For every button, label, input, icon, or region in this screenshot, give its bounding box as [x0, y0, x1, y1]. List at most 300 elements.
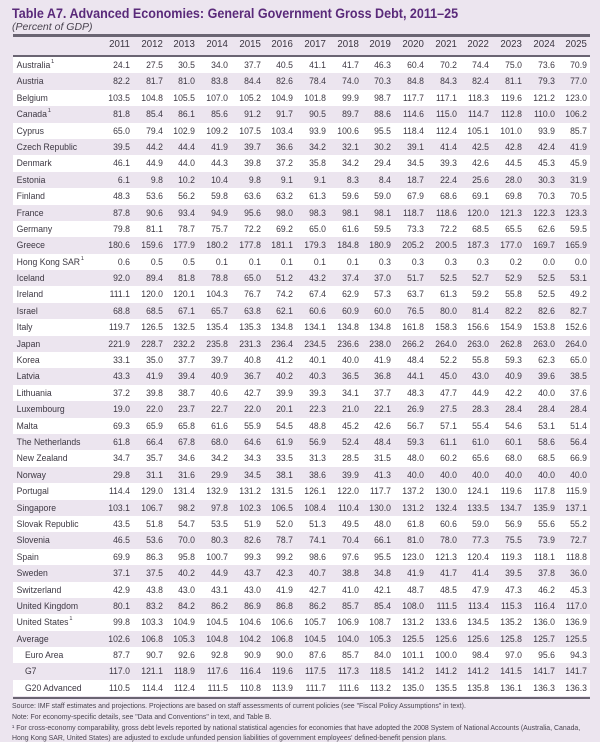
value-cell: 35.7 — [145, 452, 163, 464]
value-cell: 22.1 — [374, 403, 392, 415]
value-cell: 59.5 — [374, 222, 392, 234]
value-cell: 40.7 — [309, 567, 326, 579]
value-cell: 68.6 — [439, 190, 457, 202]
value-cell: 165.9 — [565, 239, 588, 251]
value-cell: 40.9 — [211, 370, 228, 382]
value-cell: 28.4 — [570, 403, 588, 415]
value-cell: 205.2 — [402, 239, 424, 251]
table-subtitle: (Percent of GDP) — [12, 21, 93, 33]
row-label — [13, 385, 93, 401]
value-cell: 93.9 — [309, 124, 326, 136]
value-cell: 81.0 — [407, 534, 424, 546]
value-cell: 94.3 — [570, 649, 588, 661]
economy-name: Iceland — [16, 272, 45, 284]
table-row — [13, 106, 590, 122]
value-cell: 61.6 — [211, 419, 228, 431]
value-cell: 111.1 — [109, 288, 130, 300]
economy-name: Canada — [16, 108, 47, 120]
column-header-2012: 2012 — [141, 38, 163, 50]
value-cell: 266.2 — [402, 337, 424, 349]
value-cell: 30.2 — [374, 140, 392, 152]
value-cell: 36.7 — [243, 370, 261, 382]
value-cell: 65.7 — [211, 304, 228, 316]
value-cell: 8.3 — [346, 173, 359, 185]
value-cell: 62.6 — [537, 222, 555, 234]
value-cell: 45.2 — [341, 419, 359, 431]
value-cell: 56.4 — [570, 435, 588, 447]
value-cell: 40.0 — [537, 386, 555, 398]
value-cell: 117.8 — [533, 485, 555, 497]
value-cell: 104.0 — [336, 632, 359, 644]
table-row — [13, 286, 590, 302]
value-cell: 41.7 — [341, 59, 359, 70]
value-cell: 34.2 — [309, 140, 326, 152]
value-cell: 82.2 — [504, 304, 522, 316]
table-row — [13, 303, 590, 319]
value-cell: 41.1 — [309, 59, 326, 70]
value-cell: 47.3 — [504, 583, 522, 595]
value-cell: 177.8 — [238, 239, 261, 251]
value-cell: 133.6 — [434, 616, 457, 628]
source-note: Source: IMF staff estimates and projections. Projections are based on staff assessments of current policies (see "Fiscal Policy Assumptions" in text). — [12, 701, 466, 710]
value-cell: 114.7 — [468, 108, 490, 120]
value-cell: 82.2 — [113, 75, 130, 87]
value-cell: 101.0 — [500, 124, 522, 136]
value-cell: 0.0 — [575, 255, 588, 267]
value-cell: 35.8 — [309, 157, 326, 169]
value-cell: 34.6 — [178, 452, 196, 464]
value-cell: 10.4 — [211, 173, 228, 185]
value-cell: 44.9 — [211, 567, 228, 579]
row-label — [13, 516, 93, 532]
value-cell: 97.8 — [211, 501, 228, 513]
value-cell: 56.2 — [178, 190, 196, 202]
value-cell: 65.9 — [145, 419, 163, 431]
value-cell: 62.3 — [537, 354, 555, 366]
table-row — [13, 663, 590, 679]
value-cell: 22.0 — [145, 403, 163, 415]
value-cell: 106.6 — [271, 616, 294, 628]
value-cell: 114.4 — [108, 485, 130, 497]
value-cell: 158.3 — [434, 321, 457, 333]
value-cell: 39.8 — [145, 386, 163, 398]
row-label — [13, 418, 93, 434]
row-label — [13, 467, 93, 483]
value-cell: 9.1 — [313, 173, 326, 185]
value-cell: 134.8 — [369, 321, 392, 333]
economy-name: Average — [16, 632, 49, 644]
value-cell: 42.5 — [472, 140, 490, 152]
value-cell: 53.6 — [145, 190, 163, 202]
value-cell: 118.6 — [435, 206, 457, 218]
value-cell: 52.0 — [276, 517, 294, 529]
value-cell: 44.2 — [145, 140, 163, 152]
value-cell: 264.0 — [565, 337, 588, 349]
value-cell: 52.5 — [439, 272, 457, 284]
value-cell: 102.3 — [238, 501, 261, 513]
value-cell: 39.9 — [276, 386, 294, 398]
value-cell: 44.1 — [407, 370, 424, 382]
value-cell: 117.7 — [370, 485, 392, 497]
value-cell: 90.5 — [309, 108, 326, 120]
value-cell: 72.2 — [439, 222, 457, 234]
economy-name: Korea — [16, 354, 40, 366]
value-cell: 65.0 — [113, 124, 130, 136]
value-cell: 68.0 — [504, 452, 522, 464]
value-cell: 51.3 — [309, 517, 326, 529]
value-cell: 236.4 — [271, 337, 294, 349]
value-cell: 70.3 — [374, 75, 392, 87]
value-cell: 43.2 — [309, 272, 326, 284]
value-cell: 49.5 — [341, 517, 359, 529]
value-cell: 93.9 — [537, 124, 555, 136]
value-cell: 65.8 — [178, 419, 196, 431]
value-cell: 59.3 — [504, 354, 522, 366]
value-cell: 70.0 — [178, 534, 196, 546]
value-cell: 60.6 — [439, 517, 457, 529]
value-cell: 75.7 — [211, 222, 228, 234]
value-cell: 81.1 — [145, 222, 163, 234]
value-cell: 80.0 — [439, 304, 457, 316]
economy-name: Austria — [16, 75, 44, 87]
value-cell: 36.6 — [276, 140, 294, 152]
value-cell: 61.3 — [309, 190, 326, 202]
value-cell: 65.0 — [570, 354, 588, 366]
value-cell: 81.0 — [178, 75, 196, 87]
value-cell: 98.3 — [309, 206, 326, 218]
value-cell: 99.3 — [243, 550, 261, 562]
value-cell: 78.7 — [178, 222, 196, 234]
value-cell: 85.7 — [341, 649, 359, 661]
value-cell: 136.1 — [500, 681, 522, 693]
value-cell: 79.3 — [537, 75, 555, 87]
general-note: Note: For economy-specific details, see "Data and Conventions" in text, and Table B. — [12, 712, 272, 722]
value-cell: 34.2 — [341, 157, 359, 169]
value-cell: 122.0 — [336, 485, 359, 497]
value-cell: 87.6 — [309, 649, 326, 661]
value-cell: 43.1 — [211, 583, 228, 595]
value-cell: 87.8 — [113, 206, 130, 218]
value-cell: 0.1 — [313, 255, 326, 267]
value-cell: 153.8 — [532, 321, 555, 333]
value-cell: 137.1 — [565, 501, 588, 513]
value-cell: 109.2 — [206, 124, 228, 136]
value-cell: 27.5 — [145, 59, 163, 70]
value-cell: 35.0 — [145, 354, 163, 366]
value-cell: 40.0 — [570, 468, 588, 480]
value-cell: 54.7 — [178, 517, 196, 529]
value-cell: 118.4 — [402, 124, 424, 136]
table-row — [13, 500, 590, 516]
value-cell: 115.3 — [500, 599, 522, 611]
value-cell: 61.6 — [341, 222, 359, 234]
value-cell: 48.0 — [374, 517, 392, 529]
value-cell: 46.3 — [374, 59, 392, 70]
value-cell: 134.1 — [304, 321, 326, 333]
table-row — [13, 680, 590, 696]
value-cell: 23.7 — [178, 403, 196, 415]
value-cell: 37.7 — [243, 59, 261, 70]
table-row — [13, 319, 590, 335]
table-row — [13, 221, 590, 237]
economy-name: Slovak Republic — [16, 517, 79, 529]
value-cell: 41.3 — [374, 468, 392, 480]
footnote-marker: 1 — [47, 108, 51, 115]
row-label — [13, 598, 93, 614]
economy-name: Singapore — [16, 501, 57, 513]
value-cell: 55.4 — [472, 419, 490, 431]
value-cell: 121.3 — [500, 206, 522, 218]
value-cell: 43.0 — [472, 370, 490, 382]
economy-name: Switzerland — [16, 583, 62, 595]
value-cell: 103.3 — [140, 616, 163, 628]
value-cell: 19.0 — [113, 403, 130, 415]
table-row — [13, 336, 590, 352]
value-cell: 92.6 — [178, 649, 196, 661]
value-cell: 41.2 — [276, 354, 294, 366]
value-cell: 126.5 — [140, 321, 163, 333]
row-label — [13, 500, 93, 516]
value-cell: 113.4 — [468, 599, 490, 611]
economy-name: Slovenia — [16, 534, 50, 546]
value-cell: 119.6 — [500, 91, 522, 103]
value-cell: 36.0 — [570, 567, 588, 579]
value-cell: 65.5 — [504, 222, 522, 234]
value-cell: 125.7 — [532, 632, 555, 644]
value-cell: 105.1 — [467, 124, 490, 136]
value-cell: 56.9 — [309, 435, 326, 447]
value-cell: 40.9 — [504, 370, 522, 382]
value-cell: 106.5 — [271, 501, 294, 513]
value-cell: 69.1 — [472, 190, 490, 202]
economy-name: Finland — [16, 190, 45, 202]
value-cell: 104.9 — [173, 616, 196, 628]
value-cell: 118.5 — [370, 665, 392, 677]
row-label — [13, 336, 93, 352]
value-cell: 65.0 — [309, 222, 326, 234]
value-cell: 39.5 — [113, 140, 130, 152]
value-cell: 42.7 — [243, 386, 261, 398]
value-cell: 118.1 — [533, 550, 555, 562]
value-cell: 31.3 — [309, 452, 326, 464]
economy-name: France — [16, 206, 44, 218]
value-cell: 136.3 — [532, 681, 555, 693]
value-cell: 131.2 — [238, 485, 261, 497]
value-cell: 104.9 — [271, 91, 294, 103]
economy-name: Malta — [16, 419, 38, 431]
value-cell: 40.3 — [309, 370, 326, 382]
value-cell: 106.7 — [140, 501, 163, 513]
value-cell: 51.9 — [243, 517, 261, 529]
row-label — [13, 155, 93, 171]
row-label — [13, 532, 93, 548]
table-row — [13, 434, 590, 450]
value-cell: 51.8 — [145, 517, 163, 529]
value-cell: 118.3 — [468, 91, 490, 103]
value-cell: 91.2 — [243, 108, 261, 120]
value-cell: 33.1 — [113, 354, 130, 366]
value-cell: 68.0 — [211, 435, 228, 447]
value-cell: 73.6 — [537, 59, 555, 70]
value-cell: 108.0 — [402, 599, 424, 611]
value-cell: 34.5 — [243, 468, 261, 480]
row-label — [13, 57, 93, 73]
row-label — [13, 106, 93, 122]
value-cell: 89.4 — [145, 272, 163, 284]
value-cell: 117.6 — [206, 665, 228, 677]
value-cell: 200.5 — [434, 239, 457, 251]
table-row — [13, 270, 590, 286]
value-cell: 51.7 — [407, 272, 424, 284]
value-cell: 37.6 — [570, 386, 588, 398]
value-cell: 65.0 — [243, 272, 261, 284]
value-cell: 110.4 — [337, 501, 359, 513]
value-cell: 66.9 — [570, 452, 588, 464]
row-label — [13, 254, 93, 270]
value-cell: 85.6 — [211, 108, 228, 120]
value-cell: 116.4 — [239, 665, 261, 677]
value-cell: 25.6 — [472, 173, 490, 185]
value-cell: 45.3 — [537, 157, 555, 169]
value-cell: 56.7 — [407, 419, 424, 431]
table-row — [13, 614, 590, 630]
value-cell: 30.5 — [178, 59, 196, 70]
economy-name: New Zealand — [16, 452, 68, 464]
value-cell: 100.6 — [336, 124, 359, 136]
value-cell: 39.7 — [243, 140, 261, 152]
value-cell: 135.3 — [238, 321, 261, 333]
value-cell: 49.2 — [570, 288, 588, 300]
value-cell: 99.9 — [341, 91, 359, 103]
value-cell: 38.7 — [178, 386, 196, 398]
column-header-2021: 2021 — [434, 38, 457, 50]
value-cell: 123.0 — [402, 550, 424, 562]
value-cell: 44.9 — [472, 386, 490, 398]
value-cell: 32.1 — [341, 140, 359, 152]
value-cell: 136.3 — [565, 681, 588, 693]
economy-name: Luxembourg — [16, 403, 65, 415]
value-cell: 76.5 — [407, 304, 424, 316]
table-row — [13, 73, 590, 89]
table-row — [13, 647, 590, 663]
economy-name: Hong Kong SAR — [16, 255, 80, 267]
economy-name: Denmark — [16, 157, 52, 169]
row-label — [13, 286, 93, 302]
value-cell: 43.0 — [178, 583, 196, 595]
row-label — [13, 582, 93, 598]
value-cell: 0.2 — [509, 255, 522, 267]
value-cell: 180.2 — [206, 239, 228, 251]
value-cell: 78.8 — [211, 272, 228, 284]
value-cell: 51.4 — [570, 419, 588, 431]
value-cell: 55.8 — [504, 288, 522, 300]
value-cell: 54.5 — [276, 419, 294, 431]
value-cell: 59.8 — [211, 190, 228, 202]
value-cell: 84.2 — [178, 599, 196, 611]
value-cell: 39.5 — [504, 567, 522, 579]
value-cell: 61.8 — [113, 435, 130, 447]
value-cell: 42.8 — [504, 140, 522, 152]
value-cell: 78.4 — [309, 75, 326, 87]
value-cell: 102.9 — [173, 124, 196, 136]
value-cell: 52.5 — [537, 288, 555, 300]
row-label — [13, 549, 93, 565]
economy-name: Australia — [16, 59, 51, 70]
value-cell: 37.2 — [113, 386, 130, 398]
value-cell: 101.8 — [304, 91, 326, 103]
value-cell: 0.3 — [477, 255, 490, 267]
row-label — [13, 647, 93, 663]
value-cell: 154.9 — [500, 321, 522, 333]
value-cell: 37.7 — [374, 386, 392, 398]
value-cell: 111.6 — [338, 681, 359, 693]
value-cell: 75.5 — [504, 534, 522, 546]
value-cell: 141.2 — [402, 665, 424, 677]
value-cell: 21.0 — [341, 403, 359, 415]
value-cell: 82.4 — [472, 75, 490, 87]
value-cell: 180.9 — [369, 239, 392, 251]
value-cell: 132.5 — [173, 321, 196, 333]
economy-name: Japan — [16, 337, 41, 349]
value-cell: 55.2 — [570, 517, 588, 529]
value-cell: 137.2 — [402, 485, 424, 497]
value-cell: 42.3 — [276, 567, 294, 579]
value-cell: 48.4 — [374, 435, 392, 447]
value-cell: 104.5 — [206, 616, 228, 628]
value-cell: 135.8 — [467, 681, 490, 693]
value-cell: 46.5 — [113, 534, 130, 546]
value-cell: 39.3 — [439, 157, 457, 169]
value-cell: 93.4 — [178, 206, 196, 218]
value-cell: 130.0 — [369, 501, 392, 513]
value-cell: 69.8 — [504, 190, 522, 202]
value-cell: 39.6 — [537, 370, 555, 382]
table-title: Table A7. Advanced Economies: General Government Gross Debt, 2011–25 — [12, 6, 459, 21]
column-header-2022: 2022 — [467, 38, 490, 50]
value-cell: 86.1 — [178, 108, 196, 120]
value-cell: 232.2 — [173, 337, 196, 349]
value-cell: 116.4 — [533, 599, 555, 611]
value-cell: 85.4 — [374, 599, 392, 611]
table-row — [13, 598, 590, 614]
value-cell: 64.6 — [243, 435, 261, 447]
value-cell: 81.7 — [145, 75, 163, 87]
value-cell: 141.7 — [565, 665, 588, 677]
value-cell: 28.5 — [341, 452, 359, 464]
value-cell: 135.0 — [402, 681, 424, 693]
value-cell: 122.3 — [532, 206, 555, 218]
table-row — [13, 532, 590, 548]
column-header-2020: 2020 — [402, 38, 424, 50]
value-cell: 29.9 — [211, 468, 228, 480]
economy-name: Euro Area — [24, 649, 64, 661]
value-cell: 40.2 — [178, 567, 196, 579]
value-cell: 81.1 — [504, 75, 522, 87]
value-cell: 152.6 — [565, 321, 588, 333]
value-cell: 61.9 — [276, 435, 294, 447]
value-cell: 41.4 — [439, 140, 457, 152]
table-row — [13, 467, 590, 483]
value-cell: 135.4 — [206, 321, 228, 333]
value-cell: 262.8 — [500, 337, 522, 349]
row-label — [13, 614, 93, 630]
economy-name: United Kingdom — [16, 599, 79, 611]
value-cell: 38.1 — [276, 468, 294, 480]
value-cell: 98.0 — [276, 206, 294, 218]
value-cell: 42.9 — [113, 583, 130, 595]
table-notes — [12, 701, 597, 742]
value-cell: 100.0 — [434, 649, 457, 661]
